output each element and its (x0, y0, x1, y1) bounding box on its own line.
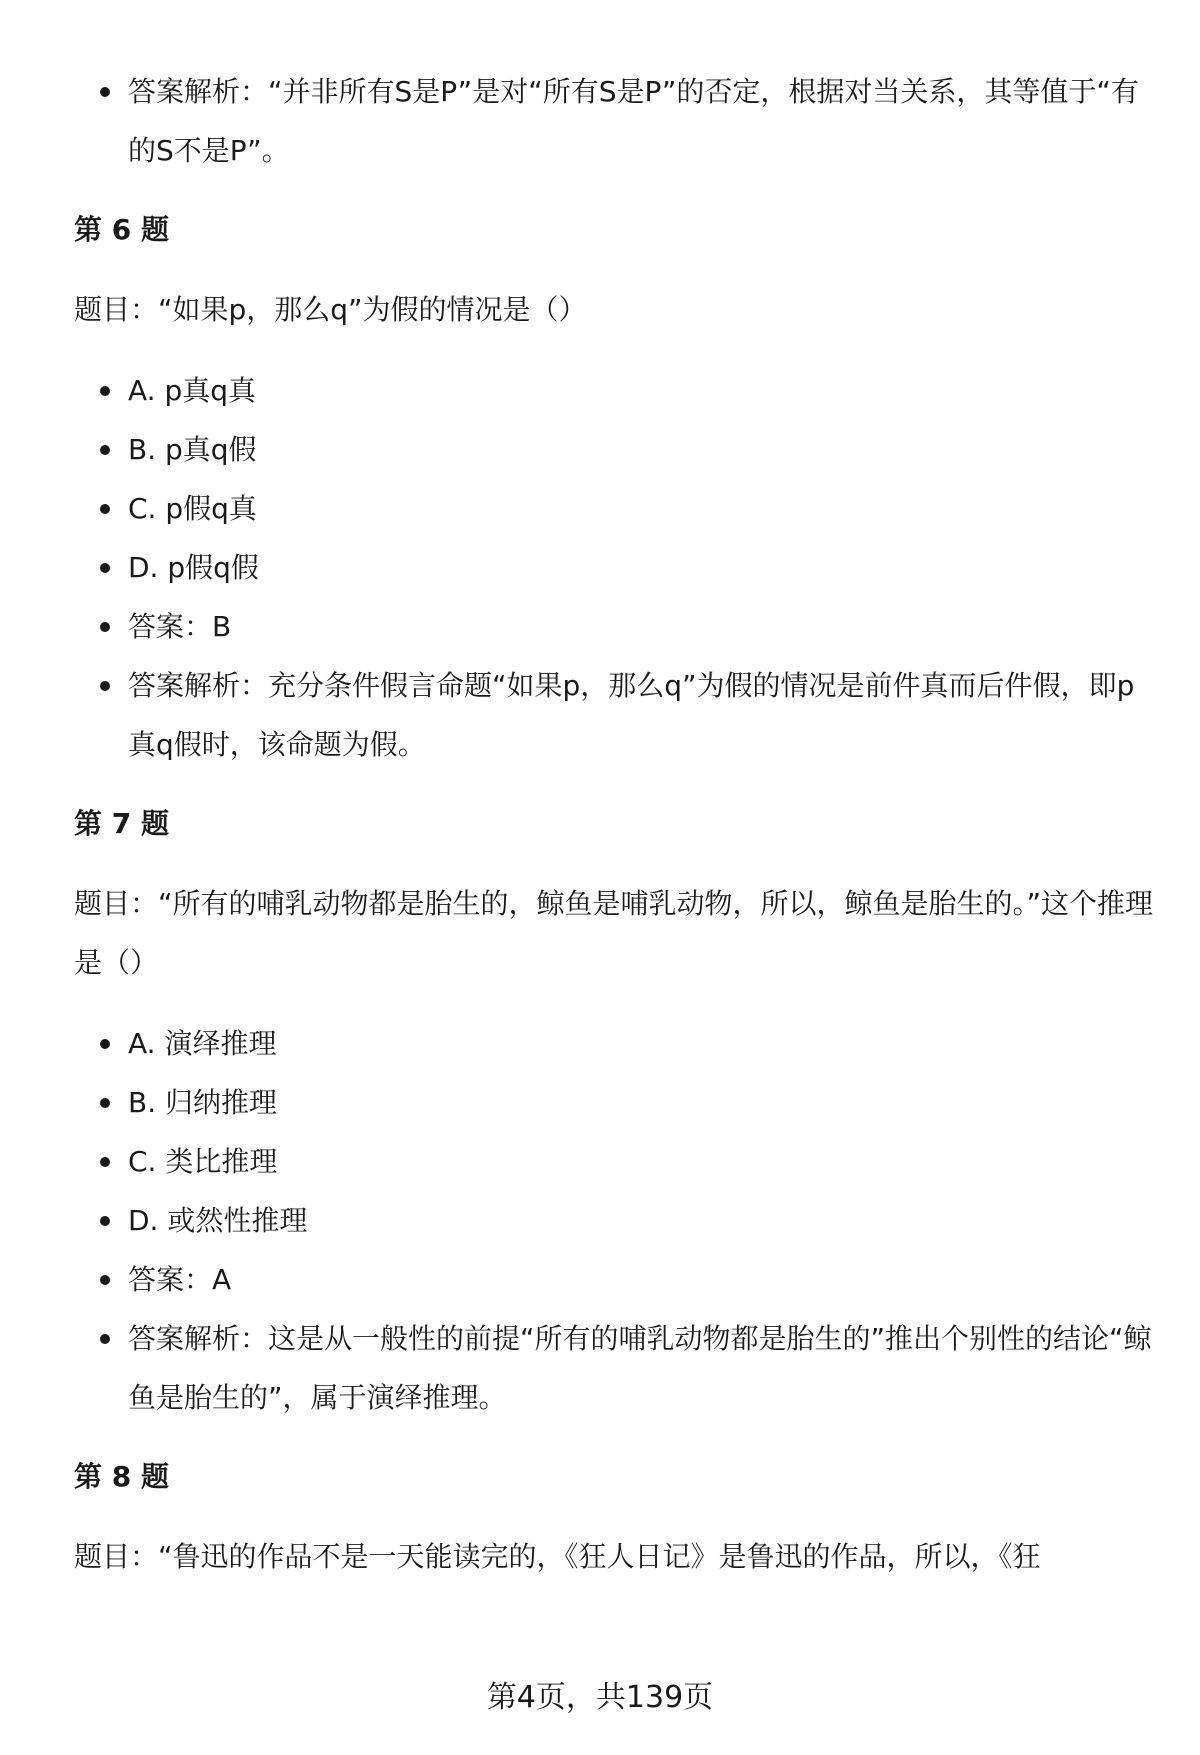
option-item: B. p真q假 (74, 420, 1154, 479)
prev-question-tail (74, 62, 1154, 180)
question-heading: 第 6 题 (74, 213, 169, 246)
page-content (74, 62, 1154, 1586)
option-list (74, 361, 1154, 774)
answer-line: 答案：B (74, 597, 1154, 656)
option-item: D. p假q假 (74, 538, 1154, 597)
question-stem: 题目：“鲁迅的作品不是一天能读完的，《狂人日记》是鲁迅的作品，所以，《狂 (74, 1540, 1041, 1573)
option-item: B. 归纳推理 (74, 1073, 1154, 1132)
option-item: C. 类比推理 (74, 1132, 1154, 1191)
option-item: A. 演绎推理 (74, 1014, 1154, 1073)
question-block (74, 210, 1154, 804)
page-number: 第4页，共139页 (486, 1680, 714, 1715)
question-heading: 第 7 题 (74, 807, 169, 840)
question-block (74, 1457, 1154, 1586)
option-item: C. p假q真 (74, 479, 1154, 538)
question-stem: 题目：“所有的哺乳动物都是胎生的，鲸鱼是哺乳动物，所以，鲸鱼是胎生的。”这个推理是（） (74, 887, 1154, 979)
option-list (74, 1014, 1154, 1427)
answer-explanation: 答案解析：“并非所有S是P”是对“所有S是P”的否定，根据对当关系，其等值于“有的S不是P”。 (74, 62, 1154, 180)
option-item: A. p真q真 (74, 361, 1154, 420)
answer-line: 答案：A (74, 1250, 1154, 1309)
answer-explanation: 答案解析：充分条件假言命题“如果p，那么q”为假的情况是前件真而后件假，即p真q假时，该命题为假。 (74, 656, 1154, 774)
answer-explanation: 答案解析：这是从一般性的前提“所有的哺乳动物都是胎生的”推出个别性的结论“鲸鱼是胎生的”，属于演绎推理。 (74, 1309, 1154, 1427)
question-stem: 题目：“如果p，那么q”为假的情况是（） (74, 293, 587, 326)
question-heading: 第 8 题 (74, 1460, 169, 1493)
option-item: D. 或然性推理 (74, 1191, 1154, 1250)
question-block (74, 804, 1154, 1457)
